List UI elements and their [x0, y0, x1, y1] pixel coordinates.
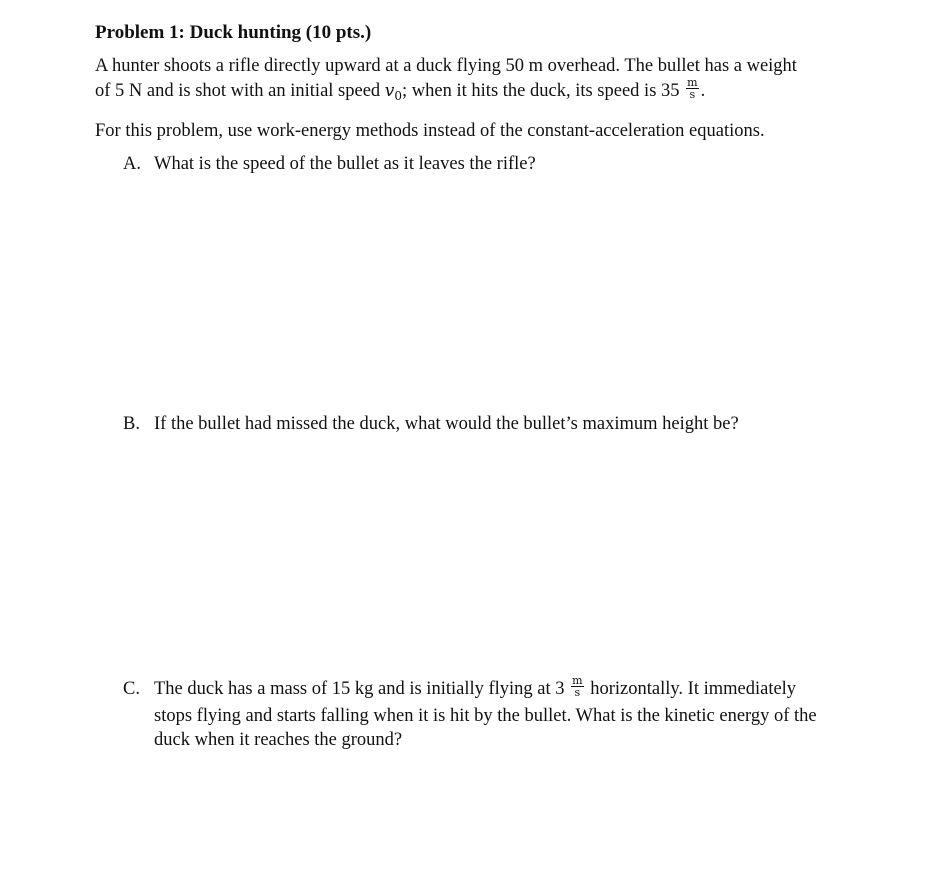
- question-c-text-a: The duck has a mass of 15 kg and is initially flying at 3: [154, 679, 570, 699]
- question-c-text-b: horizontally. It immediately: [585, 679, 797, 699]
- v-subscript: 0: [394, 89, 403, 103]
- problem-title: Problem 1: Duck hunting (10 pts.): [95, 22, 372, 43]
- question-c-marker: C.: [123, 679, 140, 699]
- duck-unit-numerator: m: [572, 674, 583, 688]
- question-b-text: If the bullet had missed the duck, what would the bullet’s maximum height be?: [154, 414, 739, 434]
- duck-unit-denominator: s: [574, 686, 581, 700]
- duck-speed-unit-fraction: [571, 675, 583, 698]
- intro-line-2-text-b: ; when it hits the duck, its speed is 35: [402, 81, 685, 101]
- question-b-marker: B.: [123, 414, 140, 434]
- intro-line-2-text-a: of 5 N and is shot with an initial speed: [95, 81, 385, 101]
- intro-line-1: A hunter shoots a rifle directly upward at a duck flying 50 m overhead. The bullet has a weight: [95, 56, 797, 76]
- v-symbol: v: [384, 81, 395, 101]
- question-c-line-2: stops flying and starts falling when it is hit by the bullet. What is the kinetic energy of the: [154, 706, 817, 726]
- unit-numerator: m: [687, 76, 698, 90]
- instruction-text: For this problem, use work-energy methods instead of the constant-acceleration equations.: [95, 121, 765, 141]
- question-c-line-3: duck when it reaches the ground?: [154, 730, 403, 750]
- unit-denominator: s: [689, 88, 696, 102]
- question-a-marker: A.: [123, 154, 141, 174]
- initial-speed-symbol: [385, 81, 402, 101]
- question-c-line-1: [154, 674, 797, 701]
- intro-line-2-end: .: [700, 81, 706, 101]
- question-a-text: What is the speed of the bullet as it leaves the rifle?: [154, 154, 536, 174]
- intro-line-2: [95, 76, 706, 104]
- speed-unit-fraction: [686, 77, 698, 100]
